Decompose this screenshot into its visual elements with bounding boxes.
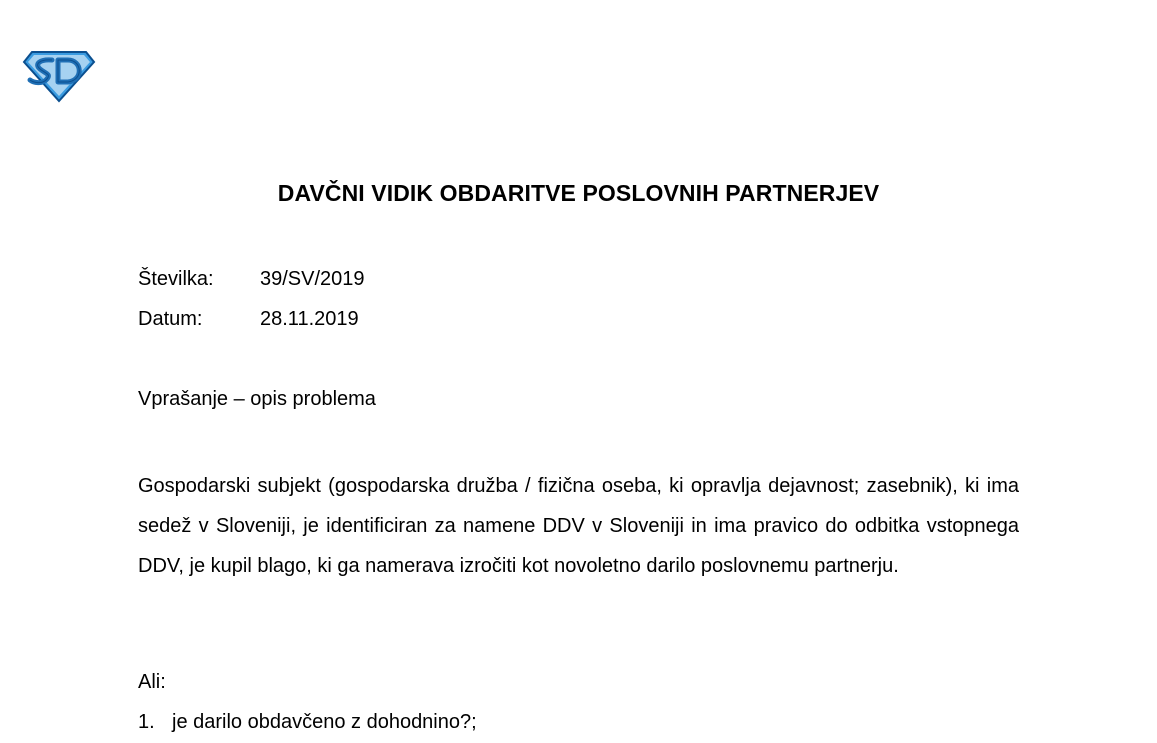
list-item-text: je darilo obdavčeno z dohodnino?; [172,711,477,733]
company-logo [22,50,96,103]
problem-description-paragraph: Gospodarski subjekt (gospodarska družba / fizična oseba, ki opravlja dejavnost; zasebnik), ki ima sedež v Sloveniji, je identificiran za namene DDV v Sloveniji in ima pravico do odbitka vstopnega DDV, je kupil blago, ki ga namerava izročiti kot novoletno darilo poslovnemu partnerju. [138,475,1019,577]
meta-value-number: 39/SV/2019 [260,268,365,290]
section-heading: Vprašanje – opis problema [138,388,376,410]
meta-row-date [138,306,359,332]
meta-label-date: Datum: [138,308,203,330]
document-title: DAVČNI VIDIK OBDARITVE POSLOVNIH PARTNERJEV [277,180,880,206]
meta-row-number [138,266,365,292]
meta-value-date: 28.11.2019 [260,308,359,330]
sd-logo-icon [22,50,96,103]
list-item-number: 1. [138,711,155,733]
meta-label-number: Številka: [138,268,214,290]
list-item [138,709,477,735]
ali-label: Ali: [138,671,166,693]
